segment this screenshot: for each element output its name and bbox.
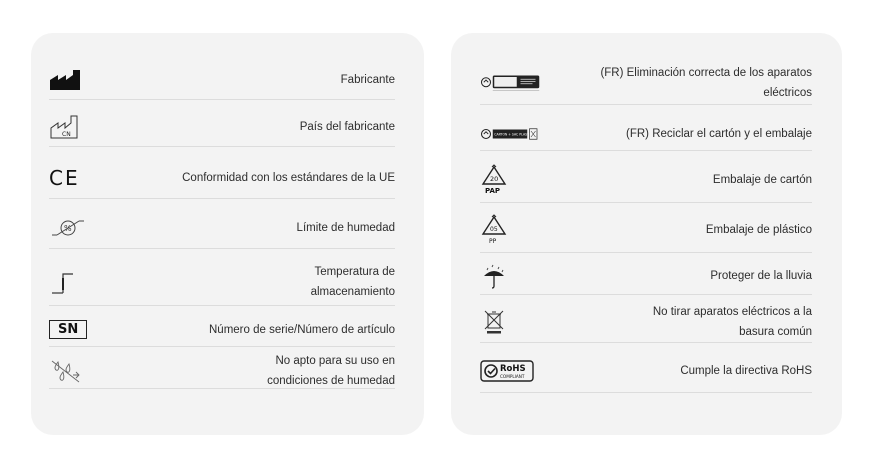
svg-text:COMPLIANT: COMPLIANT (500, 373, 525, 379)
symbol-label: Conformidad con los estándares de la UE (182, 171, 395, 184)
symbol-row (49, 258, 395, 306)
symbol-row (49, 353, 395, 389)
weee-crossed-bin-icon (480, 301, 540, 342)
symbol-label: Límite de humedad (296, 221, 395, 234)
svg-text:%: % (64, 223, 72, 233)
symbol-label: Proteger de la lluvia (710, 269, 812, 282)
svg-text:PP: PP (489, 237, 497, 245)
triman-electrical-icon (480, 61, 540, 104)
symbol-row (49, 61, 395, 100)
svg-text:20: 20 (490, 174, 499, 183)
country-of-manufacture-icon (49, 108, 109, 146)
symbol-row (480, 61, 812, 105)
symbol-row (480, 157, 812, 203)
symbol-label: (FR) Eliminación correcta de los aparatos eléctricos (600, 66, 812, 99)
symbol-row (480, 257, 812, 295)
symbol-label: Fabricante (340, 74, 395, 86)
symbol-label: (FR) Reciclar el cartón y el embalaje (626, 127, 812, 140)
humidity-limit-icon (49, 207, 109, 248)
rohs-icon (480, 349, 540, 392)
svg-text:CN: CN (62, 131, 71, 138)
symbol-row (480, 117, 812, 151)
symbol-row (49, 157, 395, 199)
symbol-row (480, 207, 812, 253)
plastic-recycling-icon (480, 207, 540, 252)
cardboard-recycling-icon (480, 157, 540, 202)
symbol-row (480, 349, 812, 393)
symbol-row (49, 207, 395, 249)
svg-text:PAP: PAP (485, 186, 501, 195)
symbol-row (49, 108, 395, 147)
symbol-label: Embalaje de cartón (712, 173, 812, 186)
symbol-label: Temperatura de almacenamiento (310, 265, 395, 298)
svg-text:RoHS: RoHS (500, 363, 526, 374)
serial-number-icon: SN (49, 313, 109, 346)
triman-packaging-icon (480, 117, 540, 150)
symbol-label: No tirar aparatos eléctricos a la basura común (652, 305, 812, 338)
symbols-panel-right (451, 33, 842, 435)
symbol-label: Número de serie/Número de artículo (209, 323, 395, 336)
symbol-row (480, 301, 812, 343)
svg-text:05: 05 (490, 225, 498, 233)
ce-mark-icon: CE (49, 165, 80, 190)
symbol-row (49, 313, 395, 347)
storage-temperature-icon (49, 258, 109, 305)
symbol-label: Embalaje de plástico (705, 223, 812, 236)
svg-text:CARTON + SAC PLASTIQUE: CARTON + SAC PLASTIQUE (494, 132, 537, 136)
symbol-label: País del fabricante (299, 121, 395, 133)
symbol-label: No apto para su uso en condiciones de humedad (267, 354, 395, 387)
manufacturer-icon (49, 61, 109, 99)
keep-dry-umbrella-icon (480, 257, 540, 294)
symbol-label: Cumple la directiva RoHS (680, 364, 812, 377)
symbols-panel-left (31, 33, 424, 435)
not-for-wet-conditions-icon (49, 353, 109, 388)
